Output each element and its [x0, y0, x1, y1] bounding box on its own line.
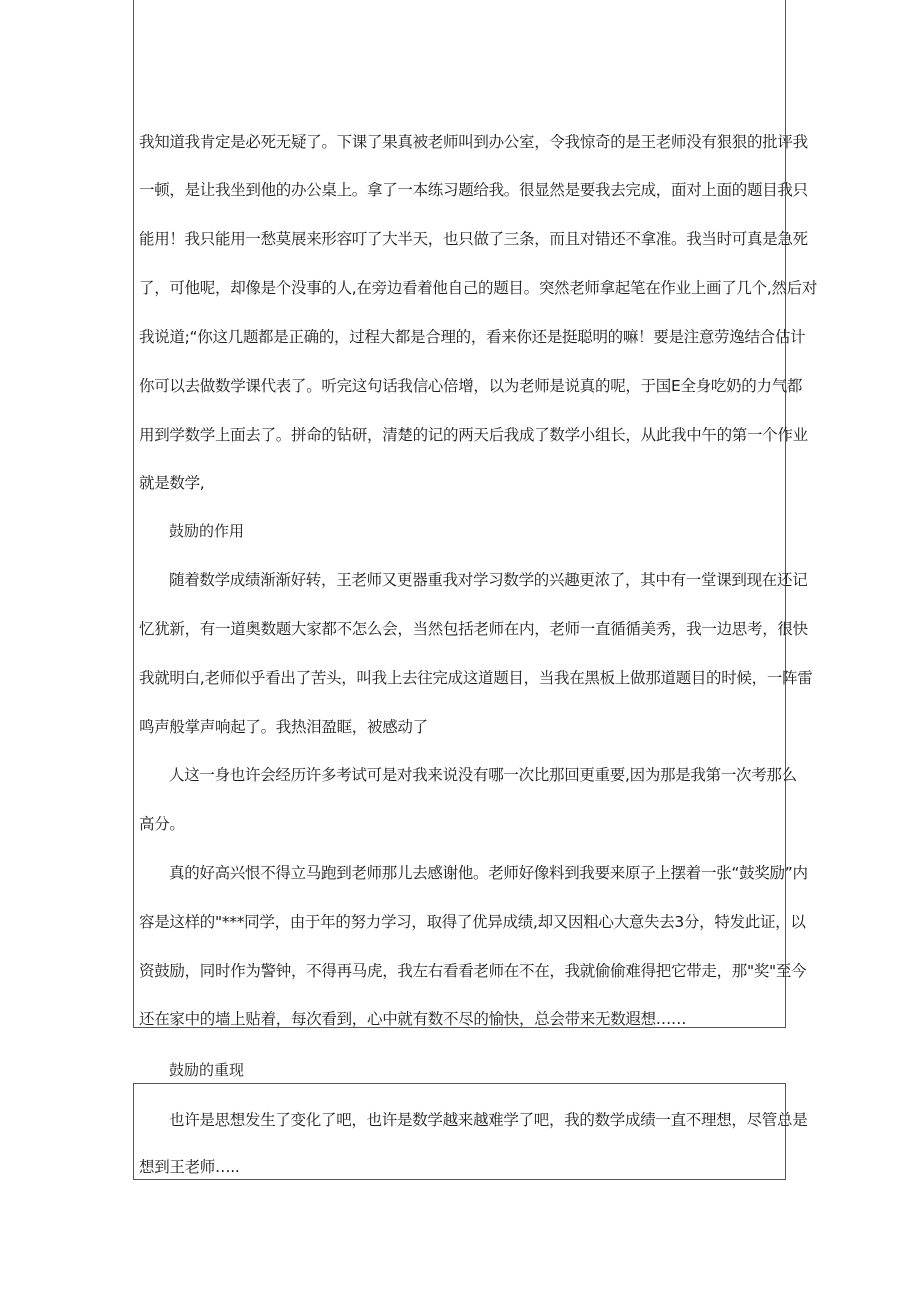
text-line: 人这一身也许会经历许多考试可是对我来说没有哪一次比那回更重要,因为那是我第一次考那么 [169, 766, 797, 784]
text-line: 鸣声般掌声响起了。我热泪盈眶，被感动了 [139, 718, 428, 736]
text-line: 真的好高兴恨不得立马跑到老师那儿去感谢他。老师好像料到我要来原子上摆着一张“鼓奖励”内 [169, 864, 808, 882]
text-line: 我就明白,老师似乎看出了苦头，叫我上去往完成这道题目，当我在黑板上做那道题目的时候，一阵雷 [139, 669, 813, 687]
text-line: 一顿，是让我坐到他的办公桌上。拿了一本练习题给我。很显然是要我去完成，面对上面的题目我只 [139, 181, 808, 199]
text-line: 你可以去做数学课代表了。听完这句话我信心倍增，以为老师是说真的呢，于国E全身吃奶的力气都 [139, 377, 803, 395]
text-line: 我说道;“你这几题都是正确的，过程大都是合理的，看来你还是挺聪明的嘛！要是注意劳逸结合估计 [139, 328, 806, 346]
text-line: 也许是思想发生了变化了吧，也许是数学越来越难学了吧，我的数学成绩一直不理想，尽管总是 [169, 1111, 808, 1129]
text-line: 资鼓励，同时作为警钟，不得再马虎，我左右看看老师在不在，我就偷偷难得把它带走，那"奖"至今 [139, 962, 807, 980]
section-heading: 鼓励的作用 [169, 522, 245, 540]
text-line: 忆犹新，有一道奥数题大家都不怎么会，当然包括老师在内，老师一直循循美秀，我一边思考，很快 [139, 620, 808, 638]
text-line: 随着数学成绩渐渐好转，王老师又更器重我对学习数学的兴趣更浓了，其中有一堂课到现在还记 [169, 571, 808, 589]
text-line: 了，可他呢，却像是个没事的人,在旁边看着他自己的题目。突然老师拿起笔在作业上画了几个,然后对 [139, 279, 818, 297]
text-line: 用到学数学上面去了。拼命的钻研，清楚的记的两天后我成了数学小组长，从此我中午的第一个作业 [139, 426, 808, 444]
text-line: 就是数学, [139, 474, 205, 492]
text-line: 想到王老师….. [139, 1158, 240, 1176]
section-heading: 鼓励的重现 [169, 1061, 245, 1079]
text-line: 能用！我只能用一愁莫展来形容叮了大半天，也只做了三条，而且对错还不拿准。我当时可真是急死 [139, 230, 808, 248]
text-line: 容是这样的"***同学，由于年的努力学习，取得了优异成绩,却又因粗心大意失去3分，特发此证，以 [139, 913, 806, 931]
text-line: 高分。 [139, 815, 185, 833]
text-line: 我知道我肯定是必死无疑了。下课了果真被老师叫到办公室，令我惊奇的是王老师没有狠狠的批评我 [139, 133, 808, 151]
text-line: 还在家中的墙上贴着，每次看到，心中就有数不尽的愉快，总会带来无数遐想…… [139, 1010, 687, 1028]
